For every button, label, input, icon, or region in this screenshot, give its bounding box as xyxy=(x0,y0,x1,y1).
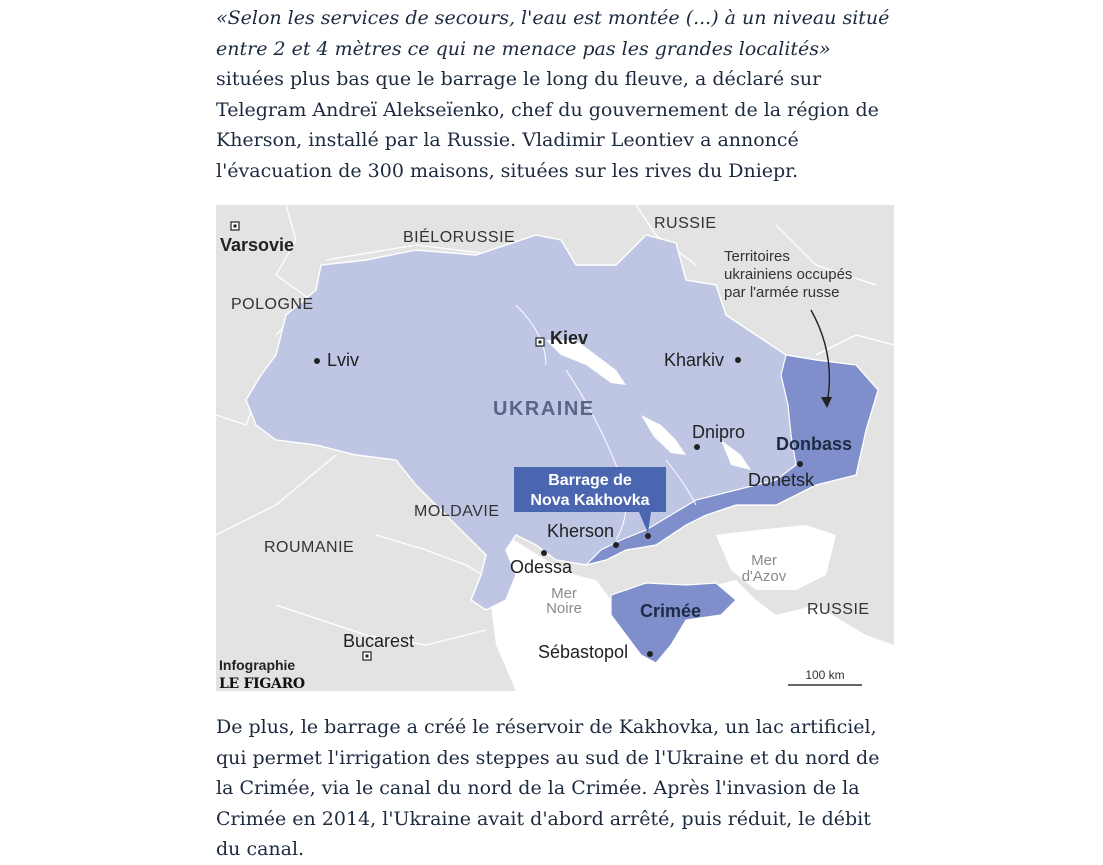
label-warsaw: Varsovie xyxy=(220,235,295,255)
label-donbass: Donbass xyxy=(776,434,853,454)
label-ukraine: UKRAINE xyxy=(493,398,595,420)
lviv-dot xyxy=(314,358,320,364)
dam-callout-line2: Nova Kakhovka xyxy=(530,492,650,509)
label-kyiv: Kiev xyxy=(550,328,589,348)
label-belarus: BIÉLORUSSIE xyxy=(403,229,516,246)
label-dnipro: Dnipro xyxy=(692,422,746,442)
label-azov-1: Mer xyxy=(751,552,777,569)
map-graphic xyxy=(216,205,894,691)
scale-label: 100 km xyxy=(805,668,845,682)
donetsk-dot xyxy=(797,461,803,467)
dam-callout-line1: Barrage de xyxy=(548,472,632,489)
kharkiv-dot xyxy=(735,357,741,363)
ukraine-map xyxy=(216,205,894,691)
label-moldova: MOLDAVIE xyxy=(414,503,500,520)
dam-dot xyxy=(645,533,651,539)
quote-text: «Selon les services de secours, l'eau est montée (...) à un niveau situé entre 2 et 4 mètres ce qui ne menace pas les grandes localités» xyxy=(216,7,890,60)
paragraph-reservoir: De plus, le barrage a créé le réservoir de Kakhovka, un lac artificiel, qui permet l'irrigation des steppes au sud de l'Ukraine et du nord de la Crimée, via le canal du nord de la Crimée. Après l'invasion de la Crimée en 2014, l'Ukraine avait d'abord arrêté, puis réduit, le débit du canal. xyxy=(216,716,880,860)
paragraph-intro xyxy=(216,3,896,186)
label-russia-north: RUSSIE xyxy=(654,215,717,232)
label-odessa: Odessa xyxy=(510,557,573,577)
credit-logo: LE FIGARO xyxy=(219,676,305,691)
annotation-line3: par l'armée russe xyxy=(724,284,840,301)
label-azov-2: d'Azov xyxy=(741,568,787,585)
label-black-sea-1: Mer xyxy=(551,585,577,602)
sevastopol-dot xyxy=(647,651,653,657)
annotation-line1: Territoires xyxy=(724,248,790,265)
label-lviv: Lviv xyxy=(327,350,360,370)
paragraph-intro-rest: situées plus bas que le barrage le long du fleuve, a déclaré sur Telegram Andreï Alekseïenko, chef du gouvernement de la région de Kherson, installé par la Russie. Vladimir Leontiev a annoncé l'évacuation de 300 maisons, situées sur les rives du Dniepr. xyxy=(216,68,879,182)
label-donetsk: Donetsk xyxy=(748,470,815,490)
dnipro-dot xyxy=(694,444,700,450)
annotation-line2: ukrainiens occupés xyxy=(724,266,853,283)
odessa-dot xyxy=(541,550,547,556)
kherson-dot xyxy=(613,542,619,548)
label-romania: ROUMANIE xyxy=(264,539,355,556)
label-kherson: Kherson xyxy=(547,521,615,541)
label-black-sea-2: Noire xyxy=(546,600,582,617)
credit-line1: Infographie xyxy=(219,657,296,673)
label-sevastopol: Sébastopol xyxy=(538,642,629,662)
label-kharkiv: Kharkiv xyxy=(664,350,725,370)
label-russia-east: RUSSIE xyxy=(807,601,870,618)
label-poland: POLOGNE xyxy=(231,296,314,313)
label-bucharest: Bucarest xyxy=(343,631,415,651)
label-crimea: Crimée xyxy=(640,601,702,621)
